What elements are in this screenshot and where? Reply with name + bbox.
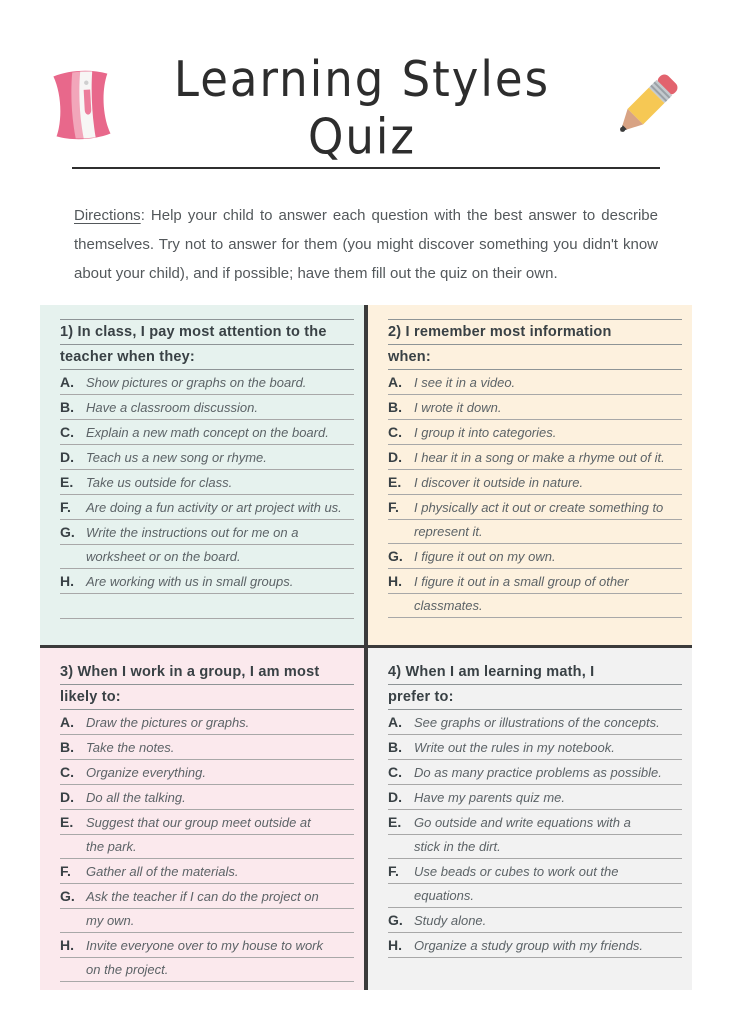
answer-text: on the project. — [86, 962, 169, 977]
answer-line — [60, 520, 354, 545]
answer-letter: H. — [60, 937, 74, 953]
answer-text: Take the notes. — [86, 740, 175, 755]
answer-line — [60, 933, 354, 958]
answer-line — [60, 370, 354, 395]
quadrant-3 — [40, 648, 364, 990]
quadrant-1 — [40, 305, 364, 645]
answer-letter: F. — [60, 863, 71, 879]
answer-line — [60, 445, 354, 470]
answer-line — [388, 760, 682, 785]
answer-text: Gather all of the materials. — [86, 864, 239, 879]
answer-letter: G. — [388, 912, 403, 928]
answer-line — [388, 495, 682, 520]
answer-line — [388, 933, 682, 958]
answer-text: I discover it outside in nature. — [414, 475, 584, 490]
answer-letter: B. — [388, 399, 402, 415]
answer-text: Show pictures or graphs on the board. — [86, 375, 307, 390]
answer-letter: A. — [388, 374, 402, 390]
answer-line — [388, 908, 682, 933]
answer-line — [60, 859, 354, 884]
answer-text: classmates. — [414, 598, 483, 613]
answer-line — [388, 544, 682, 569]
answer-letter: B. — [60, 739, 74, 755]
answer-letter: D. — [388, 449, 402, 465]
page-title: Learning Styles Quiz — [173, 50, 551, 166]
directions-paragraph — [74, 201, 658, 288]
answer-text: Write the instructions out for me on a — [86, 525, 299, 540]
answer-letter: B. — [60, 399, 74, 415]
answer-line — [60, 569, 354, 594]
answer-line — [388, 470, 682, 495]
answer-letter: H. — [388, 937, 402, 953]
answer-letter: E. — [60, 474, 74, 490]
answer-text: Use beads or cubes to work out the — [414, 864, 619, 879]
answer-letter: A. — [60, 714, 74, 730]
answer-line — [388, 884, 682, 908]
header — [44, 50, 688, 166]
answer-letter: E. — [388, 474, 402, 490]
answer-text: worksheet or on the board. — [86, 549, 241, 564]
answer-line — [388, 710, 682, 735]
answer-text: Are doing a fun activity or art project with us. — [86, 500, 342, 515]
quadrant-2 — [368, 305, 692, 645]
answer-text: my own. — [86, 913, 135, 928]
answer-text: stick in the dirt. — [414, 839, 501, 854]
answer-line — [388, 520, 682, 544]
directions-label: Directions — [74, 207, 141, 224]
answer-line — [388, 735, 682, 760]
pencil-sharpener-icon — [44, 66, 120, 151]
answer-line — [388, 370, 682, 395]
question-heading-line: 4) When I am learning math, I — [388, 660, 682, 685]
question-heading-line: 1) In class, I pay most attention to the — [60, 319, 354, 345]
question-heading-line: when: — [388, 345, 682, 370]
answer-letter: E. — [388, 814, 402, 830]
answer-text: Suggest that our group meet outside at — [86, 815, 311, 830]
question-heading-line: likely to: — [60, 685, 354, 710]
answer-text: Do as many practice problems as possible. — [414, 765, 662, 780]
question-heading-line: teacher when they: — [60, 345, 354, 370]
blank-answer-line — [60, 594, 354, 619]
answer-text: Go outside and write equations with a — [414, 815, 631, 830]
answer-line — [388, 395, 682, 420]
answer-text: Teach us a new song or rhyme. — [86, 450, 267, 465]
answer-text: Draw the pictures or graphs. — [86, 715, 250, 730]
answer-line — [60, 835, 354, 859]
answer-text: represent it. — [414, 524, 483, 539]
directions-text: : Help your child to answer each question with the best answer to describe themselves. Try not to answer for them (you might discover something you didn't know about your child), and if possible; have them fill out the quiz on their own. — [74, 207, 658, 282]
answer-text: I physically act it out or create something to — [414, 500, 664, 515]
answer-text: equations. — [414, 888, 474, 903]
answer-line — [60, 470, 354, 495]
answer-letter: G. — [60, 524, 75, 540]
answer-text: Ask the teacher if I can do the project on — [86, 889, 319, 904]
answer-letter: F. — [60, 499, 71, 515]
question-heading-line: 3) When I work in a group, I am most — [60, 660, 354, 685]
answer-letter: F. — [388, 863, 399, 879]
answer-text: the park. — [86, 839, 137, 854]
answer-text: I group it into categories. — [414, 425, 557, 440]
answer-letter: H. — [60, 573, 74, 589]
answer-line — [60, 395, 354, 420]
quadrant-4 — [368, 648, 692, 990]
answer-letter: B. — [388, 739, 402, 755]
answer-line — [60, 884, 354, 909]
answer-line — [388, 859, 682, 884]
answer-letter: C. — [60, 764, 74, 780]
answer-letter: G. — [60, 888, 75, 904]
answer-text: I hear it in a song or make a rhyme out of it. — [414, 450, 665, 465]
answer-letter: E. — [60, 814, 74, 830]
answer-line — [60, 545, 354, 569]
answer-text: Are working with us in small groups. — [86, 574, 294, 589]
answer-line — [60, 735, 354, 760]
answer-line — [388, 420, 682, 445]
answer-line — [388, 785, 682, 810]
question-heading-line: 2) I remember most information — [388, 319, 682, 345]
answer-line — [388, 569, 682, 594]
answer-letter: D. — [60, 789, 74, 805]
answer-text: Explain a new math concept on the board. — [86, 425, 329, 440]
answer-letter: H. — [388, 573, 402, 589]
header-divider — [72, 167, 660, 169]
answer-letter: C. — [388, 764, 402, 780]
answer-line — [60, 760, 354, 785]
answer-text: Study alone. — [414, 913, 487, 928]
answer-text: Take us outside for class. — [86, 475, 233, 490]
answer-line — [60, 785, 354, 810]
answer-text: I figure it out in a small group of other — [414, 574, 629, 589]
answer-text: Organize everything. — [86, 765, 206, 780]
answer-line — [60, 495, 354, 520]
answer-letter: A. — [60, 374, 74, 390]
answer-line — [60, 420, 354, 445]
answer-letter: C. — [388, 424, 402, 440]
answer-text: See graphs or illustrations of the concepts. — [414, 715, 660, 730]
answer-line — [388, 445, 682, 470]
answer-line — [60, 710, 354, 735]
answer-line — [388, 594, 682, 618]
answer-letter: C. — [60, 424, 74, 440]
answer-letter: F. — [388, 499, 399, 515]
answer-text: Write out the rules in my notebook. — [414, 740, 615, 755]
answer-letter: D. — [60, 449, 74, 465]
answer-line — [60, 958, 354, 982]
answer-line — [388, 810, 682, 835]
answer-text: Have a classroom discussion. — [86, 400, 258, 415]
answer-text: I see it in a video. — [414, 375, 516, 390]
answer-text: Have my parents quiz me. — [414, 790, 566, 805]
question-heading-line: prefer to: — [388, 685, 682, 710]
answer-text: I wrote it down. — [414, 400, 502, 415]
answer-text: I figure it out on my own. — [414, 549, 556, 564]
answer-text: Organize a study group with my friends. — [414, 938, 644, 953]
answer-letter: D. — [388, 789, 402, 805]
answer-line — [388, 835, 682, 859]
answer-letter: A. — [388, 714, 402, 730]
answer-text: Do all the talking. — [86, 790, 186, 805]
answer-line — [60, 810, 354, 835]
answer-letter: G. — [388, 548, 403, 564]
quiz-grid — [40, 305, 692, 990]
pencil-icon — [604, 64, 688, 153]
answer-text: Invite everyone over to my house to work — [86, 938, 324, 953]
answer-line — [60, 909, 354, 933]
